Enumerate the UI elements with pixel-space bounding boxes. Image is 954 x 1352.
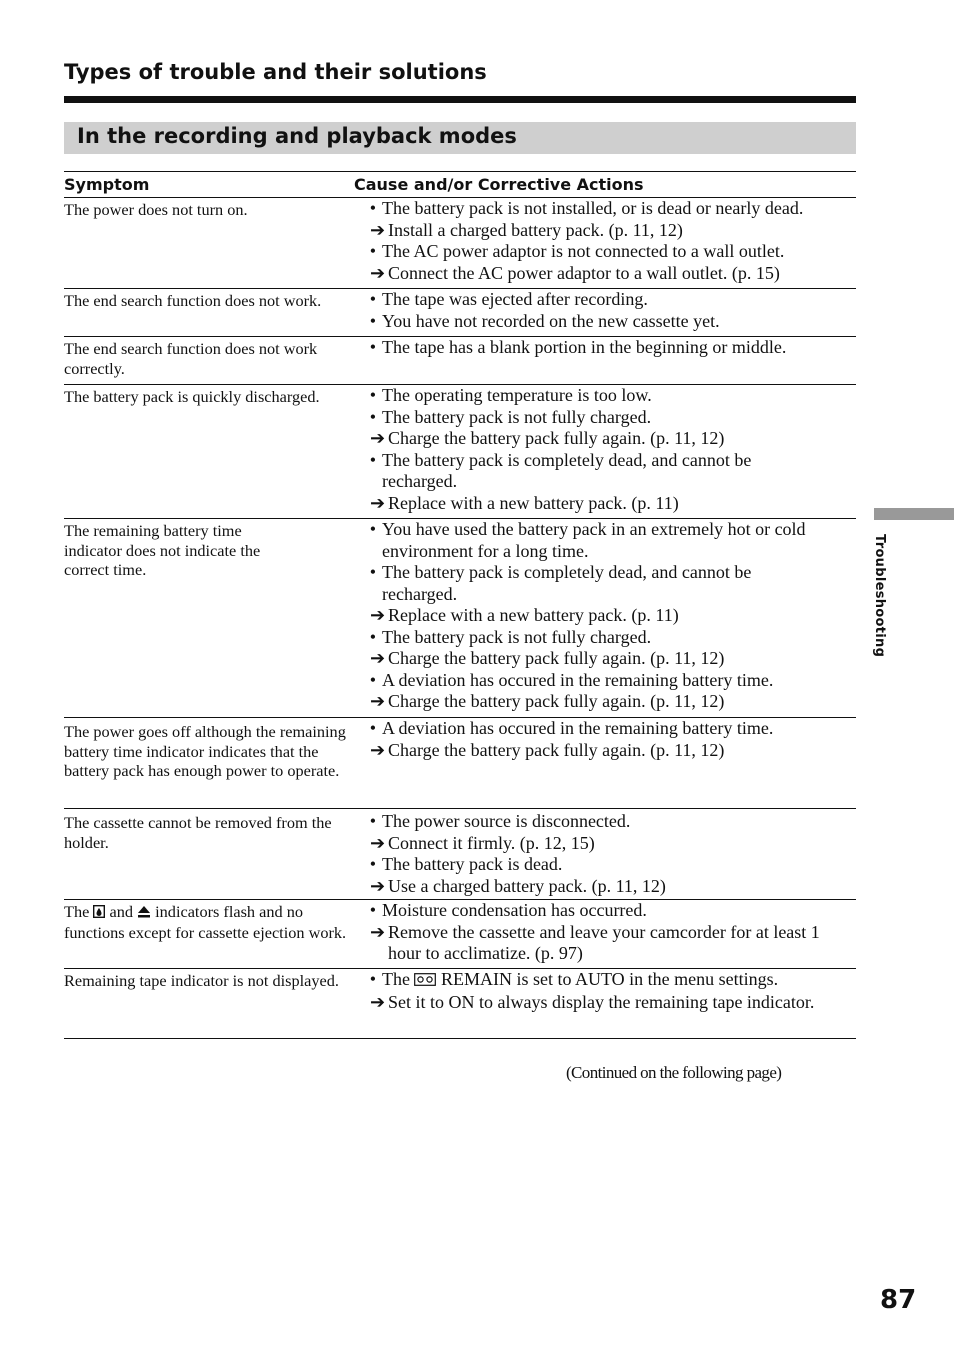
- eject-icon: [137, 903, 151, 923]
- symptom-text-part: indicators flash and no functions except for cassette ejection work.: [64, 902, 347, 942]
- arrow-icon: ➔: [370, 739, 386, 760]
- action-item: [354, 493, 856, 515]
- cause-text: The battery pack is dead.: [382, 854, 563, 874]
- arrow-icon: ➔: [370, 875, 386, 896]
- column-header-actions: Cause and/or Corrective Actions: [354, 175, 644, 194]
- bullet-marker: •: [369, 337, 376, 357]
- cause-item: [354, 811, 856, 833]
- arrow-icon: ➔: [370, 605, 386, 625]
- action-item: [354, 833, 856, 855]
- action-item: [354, 220, 856, 242]
- side-tab: [874, 508, 954, 520]
- arrow-icon: ➔: [370, 648, 386, 668]
- bullet-marker: •: [369, 198, 376, 218]
- section-title: Types of trouble and their solutions: [64, 60, 487, 84]
- cause-text-part: REMAIN is set to AUTO in the menu settings.: [440, 969, 779, 989]
- action-item: [354, 740, 856, 762]
- bullet-marker: •: [369, 310, 376, 331]
- bullet-marker: •: [369, 241, 376, 261]
- cassette-icon: [414, 970, 436, 992]
- cause-text: You have used the battery pack in an extremely hot or cold environment for a long time.: [382, 519, 806, 561]
- table-row: [64, 385, 856, 519]
- action-text: Connect it firmly. (p. 12, 15): [388, 832, 595, 853]
- cause-item: [354, 337, 856, 359]
- action-list: [354, 969, 856, 1038]
- action-text: Charge the battery pack fully again. (p. 11, 12): [388, 691, 725, 711]
- bullet-marker: •: [369, 289, 376, 309]
- cause-item: [354, 519, 856, 562]
- bullet-marker: •: [369, 562, 376, 582]
- cause-item: [354, 718, 856, 740]
- symptom-text: The power does not turn on.: [64, 200, 248, 219]
- cause-text: Moisture condensation has occurred.: [382, 900, 647, 920]
- table-header: [64, 171, 856, 198]
- cause-text: The battery pack is completely dead, and cannot be recharged.: [382, 562, 752, 604]
- action-item: [354, 992, 856, 1014]
- bullet-marker: •: [369, 406, 376, 427]
- bullet-marker: •: [369, 669, 376, 690]
- action-list: [354, 337, 856, 384]
- arrow-icon: ➔: [370, 219, 386, 240]
- arrow-icon: ➔: [370, 691, 386, 711]
- cause-item: [354, 562, 856, 605]
- table-row: [64, 809, 856, 900]
- symptom-text-part: The: [64, 902, 90, 921]
- symptom-text: The end search function does not work correctly.: [64, 339, 318, 378]
- table-row: [64, 289, 856, 337]
- continued-note: (Continued on the following page): [566, 1063, 782, 1082]
- symptom-text: The end search function does not work.: [64, 291, 322, 310]
- cause-item: [354, 969, 856, 992]
- action-text: Replace with a new battery pack. (p. 11): [388, 492, 679, 513]
- cause-item: [354, 627, 856, 649]
- subsection-title: In the recording and playback modes: [77, 124, 517, 148]
- cause-text: A deviation has occured in the remaining battery time.: [382, 669, 774, 690]
- bullet-marker: •: [369, 854, 376, 874]
- cause-text: A deviation has occured in the remaining battery time.: [382, 718, 774, 738]
- table-row: [64, 718, 856, 809]
- bullet-marker: •: [369, 626, 376, 647]
- cause-item: [354, 241, 856, 263]
- page-number: 87: [880, 1285, 917, 1315]
- arrow-icon: ➔: [370, 262, 386, 283]
- cause-item: [354, 198, 856, 220]
- action-item: [354, 605, 856, 627]
- cause-text: The tape was ejected after recording.: [382, 289, 648, 309]
- action-item: [354, 691, 856, 713]
- symptom-text: Remaining tape indicator is not displayed.: [64, 971, 339, 990]
- table-row: [64, 969, 856, 1039]
- cause-text: [382, 969, 856, 992]
- side-tab-label: Troubleshooting: [872, 534, 887, 658]
- cause-text: The battery pack is not fully charged.: [382, 406, 652, 427]
- bullet-marker: •: [369, 969, 376, 989]
- bullet-marker: •: [369, 900, 376, 920]
- symptom-text: [64, 900, 354, 968]
- title-rule: [64, 96, 856, 103]
- cause-text: The power source is disconnected.: [382, 811, 631, 831]
- arrow-icon: ➔: [370, 428, 386, 448]
- action-text: Install a charged battery pack. (p. 11, 12): [388, 219, 683, 240]
- action-item: [354, 876, 856, 898]
- cause-text: The AC power adaptor is not connected to a wall outlet.: [382, 241, 785, 261]
- symptom-text: The remaining battery time indicator does not indicate the correct time.: [64, 521, 261, 579]
- cause-text: The operating temperature is too low.: [382, 385, 652, 405]
- action-text: Use a charged battery pack. (p. 11, 12): [388, 875, 666, 896]
- cause-item: [354, 289, 856, 311]
- troubleshooting-table: [64, 171, 856, 1039]
- bullet-marker: •: [369, 811, 376, 831]
- action-list: [354, 519, 856, 717]
- action-text: Set it to ON to always display the remaining tape indicator.: [388, 991, 815, 1012]
- table-row: [64, 900, 856, 969]
- arrow-icon: ➔: [370, 492, 386, 513]
- action-list: [354, 900, 856, 968]
- cause-text-part: The: [382, 969, 410, 989]
- cause-item: [354, 900, 856, 922]
- subsection-band: [64, 122, 856, 154]
- cause-text: The tape has a blank portion in the beginning or middle.: [382, 337, 787, 357]
- symptom-text: The power goes off although the remaining battery time indicator indicates that the battery pack has enough power to operate.: [64, 722, 346, 780]
- column-header-symptom: Symptom: [64, 175, 150, 194]
- action-text: Connect the AC power adaptor to a wall outlet. (p. 15): [388, 262, 780, 283]
- moisture-indicator-icon: [93, 903, 105, 923]
- table-row: [64, 198, 856, 289]
- bullet-marker: •: [369, 385, 376, 405]
- action-item: [354, 428, 856, 450]
- symptom-text: The cassette cannot be removed from the holder.: [64, 813, 332, 852]
- action-list: [354, 198, 856, 288]
- action-list: [354, 289, 856, 336]
- action-item: [354, 263, 856, 285]
- action-text: Replace with a new battery pack. (p. 11): [388, 605, 679, 625]
- symptom-text: The battery pack is quickly discharged.: [64, 387, 320, 406]
- action-item: [354, 648, 856, 670]
- action-text: Remove the cassette and leave your camcorder for at least 1 hour to acclimatize. (p. 97): [388, 921, 820, 963]
- cause-item: [354, 450, 856, 493]
- cause-text: The battery pack is completely dead, and cannot be recharged.: [382, 449, 752, 491]
- bullet-marker: •: [369, 519, 376, 539]
- cause-text: The battery pack is not installed, or is dead or nearly dead.: [382, 198, 804, 218]
- cause-text: The battery pack is not fully charged.: [382, 626, 652, 647]
- cause-item: [354, 854, 856, 876]
- action-list: [354, 718, 856, 808]
- cause-item: [354, 407, 856, 429]
- cause-text: You have not recorded on the new cassette yet.: [382, 310, 720, 331]
- bullet-marker: •: [369, 718, 376, 738]
- cause-item: [354, 670, 856, 692]
- arrow-icon: ➔: [370, 991, 386, 1012]
- table-row: [64, 337, 856, 385]
- action-text: Charge the battery pack fully again. (p. 11, 12): [388, 428, 725, 448]
- symptom-text-part: and: [109, 902, 133, 921]
- action-list: [354, 811, 856, 899]
- action-text: Charge the battery pack fully again. (p. 11, 12): [388, 648, 725, 668]
- arrow-icon: ➔: [370, 832, 386, 853]
- action-item: [354, 922, 856, 965]
- bullet-marker: •: [369, 449, 376, 470]
- cause-item: [354, 311, 856, 333]
- cause-item: [354, 385, 856, 407]
- arrow-icon: ➔: [370, 921, 386, 942]
- table-row: [64, 519, 856, 718]
- action-text: Charge the battery pack fully again. (p. 11, 12): [388, 739, 725, 760]
- action-list: [354, 385, 856, 518]
